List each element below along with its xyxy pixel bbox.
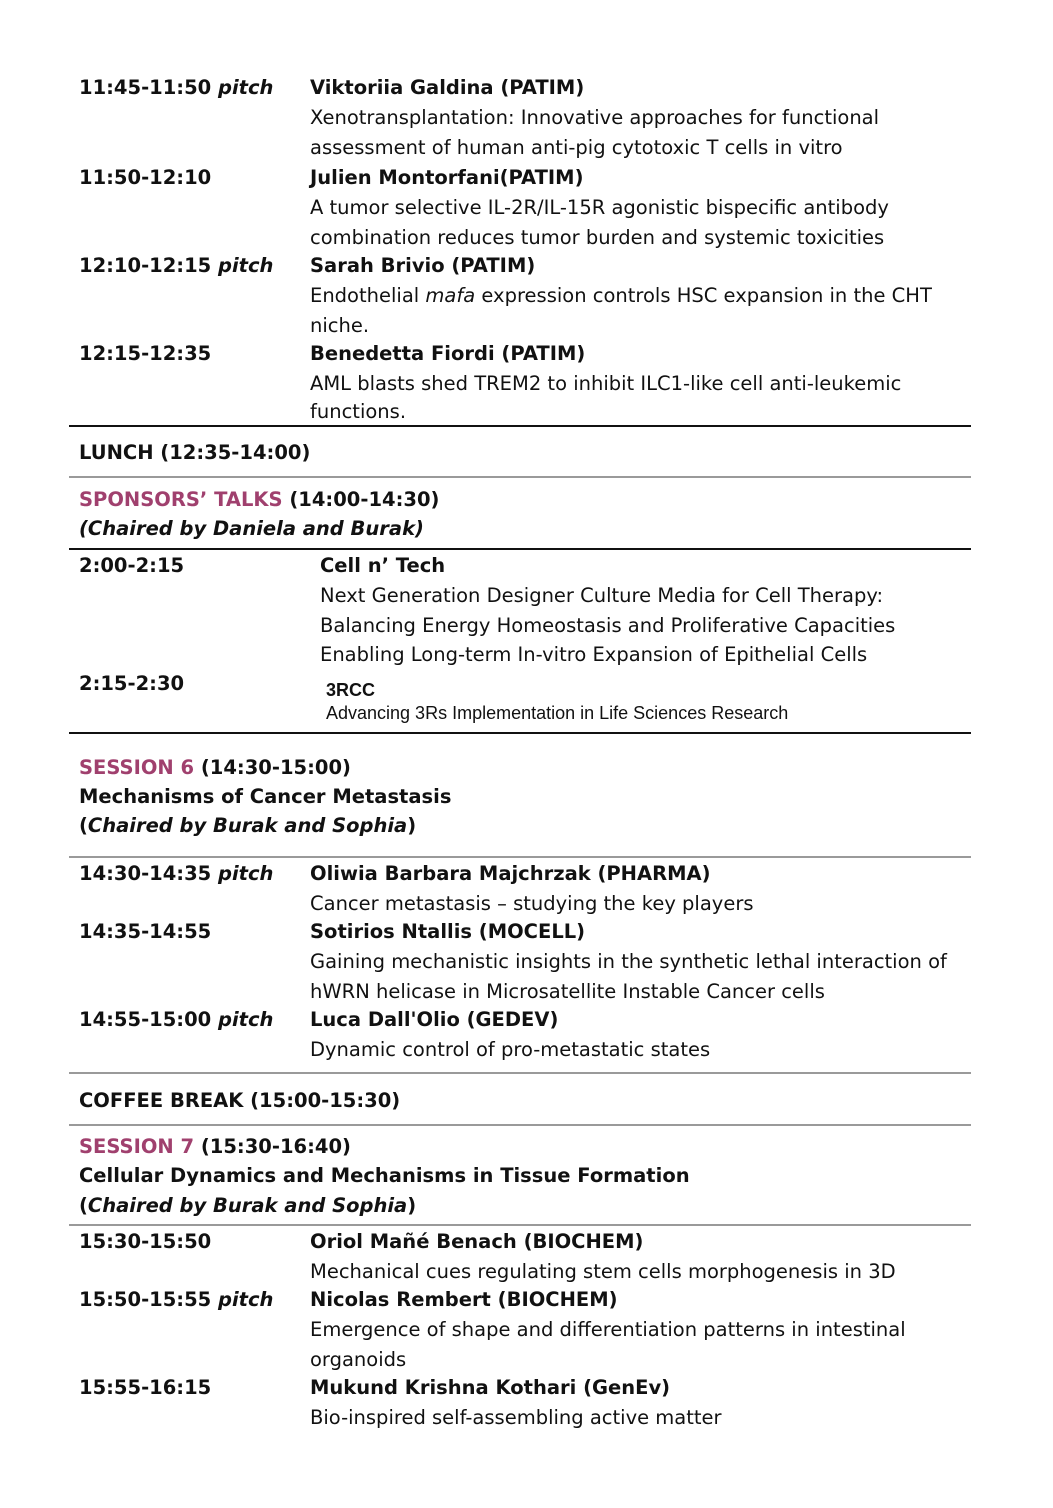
talk-title: Enabling Long-term In-vitro Expansion of Epithelial Cells — [320, 643, 868, 666]
divider — [69, 1124, 971, 1126]
talk-time: 14:35-14:55 — [79, 920, 212, 943]
talk-time: 11:45-11:50 pitch — [79, 76, 274, 99]
talk-title: organoids — [310, 1348, 407, 1371]
speaker-name: Sarah Brivio (PATIM) — [310, 254, 536, 277]
talk-title: Cancer metastasis – studying the key players — [310, 892, 754, 915]
divider — [69, 425, 971, 427]
talk-title: Advancing 3Rs Implementation in Life Sciences Research — [326, 703, 789, 723]
talk-title: Bio-inspired self-assembling active matter — [310, 1406, 722, 1429]
company-name: Cell n’ Tech — [320, 554, 446, 577]
talk-title: Balancing Energy Homeostasis and Proliferative Capacities — [320, 614, 896, 637]
sponsors-label: SPONSORS’ TALKS — [79, 488, 283, 511]
speaker-name: Mukund Krishna Kothari (GenEv) — [310, 1376, 671, 1399]
session-theme: Mechanisms of Cancer Metastasis — [79, 785, 452, 808]
chair-line: (Chaired by Daniela and Burak) — [79, 517, 424, 540]
divider — [69, 1072, 971, 1074]
divider — [69, 476, 971, 478]
divider — [69, 1224, 971, 1226]
divider — [69, 732, 971, 734]
talk-time: 15:50-15:55 pitch — [79, 1288, 274, 1311]
chair-line: (Chaired by Burak and Sophia) — [79, 1194, 417, 1217]
speaker-name: Nicolas Rembert (BIOCHEM) — [310, 1288, 618, 1311]
talk-time: 12:10-12:15 pitch — [79, 254, 274, 277]
speaker-name: Oriol Mañé Benach (BIOCHEM) — [310, 1230, 644, 1253]
talk-title: functions. — [310, 400, 407, 423]
company-name: 3RCC — [326, 680, 376, 700]
lunch-break: LUNCH (12:35-14:00) — [79, 441, 311, 464]
talk-time: 2:15-2:30 — [79, 672, 185, 695]
speaker-name: Benedetta Fiordi (PATIM) — [310, 342, 586, 365]
talk-time: 14:30-14:35 pitch — [79, 862, 274, 885]
talk-title: combination reduces tumor burden and systemic toxicities — [310, 226, 885, 249]
talk-title: Xenotransplantation: Innovative approaches for functional — [310, 106, 880, 129]
coffee-break: COFFEE BREAK (15:00-15:30) — [79, 1089, 401, 1112]
divider — [69, 548, 971, 550]
chair-line: (Chaired by Burak and Sophia) — [79, 814, 417, 837]
session-label: SESSION 7 — [79, 1135, 195, 1158]
speaker-name: Luca Dall'Olio (GEDEV) — [310, 1008, 559, 1031]
talk-time: 12:15-12:35 — [79, 342, 212, 365]
talk-title: assessment of human anti-pig cytotoxic T cells in vitro — [310, 136, 843, 159]
session-heading: SESSION 7 (15:30-16:40) — [79, 1135, 351, 1158]
speaker-name: Sotirios Ntallis (MOCELL) — [310, 920, 586, 943]
talk-title: niche. — [310, 314, 370, 337]
session-theme: Cellular Dynamics and Mechanisms in Tissue Formation — [79, 1164, 690, 1187]
talk-time: 15:55-16:15 — [79, 1376, 212, 1399]
talk-title: Endothelial mafa expression controls HSC expansion in the CHT — [310, 284, 932, 307]
speaker-name: Julien Montorfani(PATIM) — [310, 166, 584, 189]
talk-title: Mechanical cues regulating stem cells morphogenesis in 3D — [310, 1260, 896, 1283]
talk-title: Emergence of shape and differentiation patterns in intestinal — [310, 1318, 906, 1341]
session-label: SESSION 6 — [79, 756, 195, 779]
talk-time: 11:50-12:10 — [79, 166, 212, 189]
sponsors-heading: SPONSORS’ TALKS (14:00-14:30) — [79, 488, 440, 511]
session-heading: SESSION 6 (14:30-15:00) — [79, 756, 351, 779]
talk-title: Dynamic control of pro-metastatic states — [310, 1038, 711, 1061]
talk-title: hWRN helicase in Microsatellite Instable Cancer cells — [310, 980, 825, 1003]
talk-title: A tumor selective IL-2R/IL-15R agonistic bispecific antibody — [310, 196, 889, 219]
speaker-name: Viktoriia Galdina (PATIM) — [310, 76, 585, 99]
talk-time: 2:00-2:15 — [79, 554, 185, 577]
talk-title: Next Generation Designer Culture Media for Cell Therapy: — [320, 584, 884, 607]
talk-title: Gaining mechanistic insights in the synthetic lethal interaction of — [310, 950, 947, 973]
divider — [69, 856, 971, 858]
talk-time: 14:55-15:00 pitch — [79, 1008, 274, 1031]
talk-time: 15:30-15:50 — [79, 1230, 212, 1253]
speaker-name: Oliwia Barbara Majchrzak (PHARMA) — [310, 862, 711, 885]
talk-title: AML blasts shed TREM2 to inhibit ILC1-like cell anti-leukemic — [310, 372, 902, 395]
